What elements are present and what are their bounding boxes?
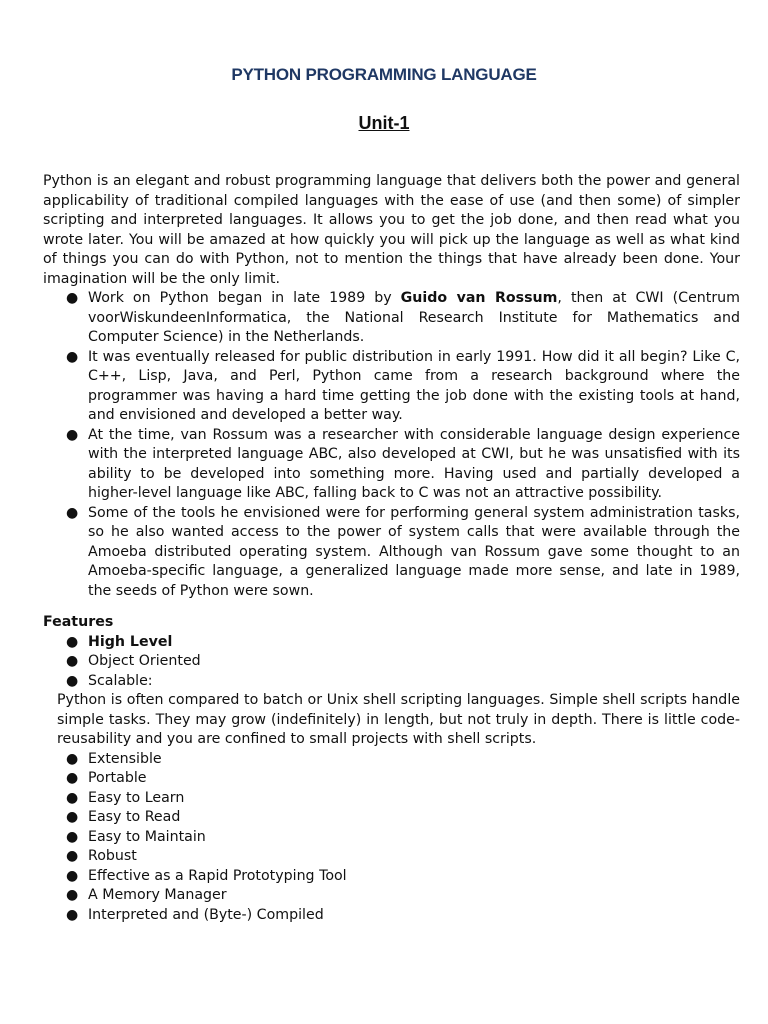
text: Effective as a Rapid Prototyping Tool [88, 867, 347, 884]
bullet-icon: ● [66, 887, 79, 903]
list-item [43, 789, 740, 809]
list-item [43, 504, 740, 602]
history-list [43, 289, 740, 601]
features-list [43, 633, 740, 692]
bullet-icon: ● [66, 789, 79, 806]
bullet-icon: ● [66, 848, 79, 864]
list-item [43, 769, 740, 789]
text: A Memory Manager [88, 887, 227, 903]
bullet-icon: ● [66, 906, 79, 923]
list-item [43, 750, 740, 770]
text: Easy to Learn [88, 789, 185, 806]
document-body [43, 172, 740, 925]
list-item [43, 808, 740, 828]
scalable-paragraph: Python is often compared to batch or Unix shell scripting languages. Simple shell scripts handle simple tasks. They may grow (indefinitely) in length, but not truly in depth. There is little code-reusability and you are confined to small projects with shell scripts. [57, 692, 740, 747]
list-item [43, 633, 740, 653]
unit-heading-text: Unit-1 [358, 113, 410, 133]
text: High Level [88, 633, 173, 650]
list-item [43, 867, 740, 887]
bullet-icon: ● [66, 504, 79, 521]
list-item [43, 672, 740, 692]
bullet-icon: ● [66, 828, 79, 845]
list-item [43, 847, 740, 867]
bold-name: Guido van Rossum [400, 290, 558, 306]
list-item [43, 906, 740, 926]
intro-paragraph: Python is an elegant and robust programming language that delivers both the power and general applicability of traditional compiled languages with the ease of use (and then some) of simpler scripting and interpreted languages. It allows you to get the job done, and then read what you wrote later. You will be amazed at how quickly you will pick up the language as well as what kind of things you can do with Python, not to mention the things that have already been done. Your imagination will be the only limit. [43, 173, 740, 287]
list-item [43, 348, 740, 426]
text: Work on Python began in late 1989 by [88, 290, 401, 306]
bullet-icon: ● [66, 809, 79, 825]
list-item [43, 886, 740, 906]
text: , then at CWI (Centrum voorWiskundeenInformatica, the National Research Institute for Mathematics and Computer Science) in the Netherlands. [88, 290, 740, 345]
text: Easy to Maintain [88, 828, 206, 845]
bullet-icon: ● [66, 290, 79, 306]
text: Portable [88, 770, 147, 786]
bullet-icon: ● [66, 770, 79, 786]
text: Robust [88, 848, 137, 864]
bullet-icon: ● [66, 633, 79, 650]
bullet-icon: ● [66, 867, 79, 884]
text: It was eventually released for public distribution in early 1991. How did it all begin? Like C, C++, Lisp, Java, and Perl, Python came from a research background where the programmer was having a hard time getting the job done with the existing tools at hand, and envisioned and developed a better way. [88, 348, 740, 423]
list-item [43, 426, 740, 504]
list-item [43, 289, 740, 348]
text: At the time, van Rossum was a researcher with considerable language design experience with the interpreted language ABC, also developed at CWI, but he was unsatisfied with its ability to be developed into something more. Having used and partially developed a higher-level language like ABC, falling back to C was not an attractive possibility. [88, 426, 740, 501]
bullet-icon: ● [66, 672, 79, 689]
features-list-continued [43, 750, 740, 926]
bullet-icon: ● [66, 348, 79, 365]
list-item [43, 828, 740, 848]
list-item [43, 652, 740, 672]
text: Extensible [88, 750, 162, 767]
text: Object Oriented [88, 653, 201, 669]
text: Some of the tools he envisioned were for performing general system administration tasks, so he also wanted access to the power of system calls that were available through the Amoeba distributed operating system. Although van Rossum gave some thought to an Amoeba-specific language, a generalized language made more sense, and late in 1989, the seeds of Python were sown. [88, 504, 740, 599]
text: Scalable: [88, 672, 153, 689]
document-title: PYTHON PROGRAMMING LANGUAGE [231, 65, 537, 84]
bullet-icon: ● [66, 750, 79, 767]
bullet-icon: ● [66, 653, 79, 669]
text: Easy to Read [88, 809, 181, 825]
bullet-icon: ● [66, 426, 79, 443]
features-heading: Features [43, 614, 114, 630]
text: Interpreted and (Byte-) Compiled [88, 906, 324, 923]
unit-heading [0, 113, 768, 134]
